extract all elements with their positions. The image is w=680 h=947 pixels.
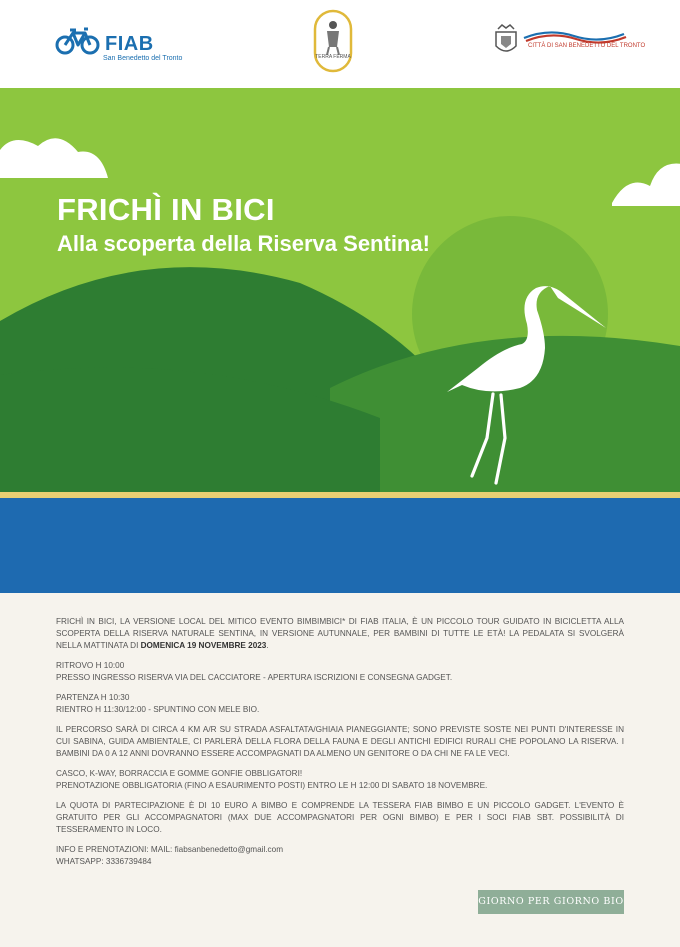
intro-paragraph — [56, 616, 624, 652]
event-details — [56, 616, 624, 876]
hero-illustration — [0, 88, 680, 593]
fee-paragraph: LA QUOTA DI PARTECIPAZIONE È DI 10 EURO A BIMBO E COMPRENDE LA TESSERA FIAB BIMBO E UN PICCOLO GADGET. L'EVENTO È GRATUITO PER GLI ACCOMPAGNATORI (MAX DUE ACCOMPAGNATORI PER OGNI BIMBO) E PER I SOCI FIAB SBT. POSSIBILITÀ DI TESSERAMENTO IN LOCO. — [56, 801, 624, 834]
ritrovo-block — [56, 660, 624, 684]
ritrovo-time: RITROVO H 10:00 — [56, 661, 125, 670]
landscape-illustration — [0, 88, 680, 593]
event-subtitle: Alla scoperta della Riserva Sentina! — [57, 231, 430, 256]
fiab-subtitle: San Benedetto del Tronto — [103, 55, 183, 62]
event-date: DOMENICA 19 NOVEMBRE 2023 — [140, 641, 267, 650]
city-name: CITTÀ DI SAN BENEDETTO DEL TRONTO — [528, 43, 646, 49]
equipment-note: CASCO, K-WAY, BORRACCIA E GOMME GONFIE OBBLIGATORI! — [56, 769, 303, 778]
partenza-time: PARTENZA H 10:30 — [56, 693, 130, 702]
ritrovo-place: PRESSO INGRESSO RISERVA VIA DEL CACCIATORE - APERTURA ISCRIZIONI E CONSEGNA GADGET. — [56, 673, 453, 682]
schedule-block — [56, 692, 624, 716]
figure-logo-icon — [313, 9, 353, 73]
contact-email[interactable]: INFO E PRENOTAZIONI: MAIL: fiabsanbenedetto@gmail.com — [56, 845, 284, 854]
event-title: FRICHÌ IN BICI — [57, 192, 275, 227]
contact-block — [56, 844, 624, 868]
bicycle-icon — [55, 26, 101, 56]
giorno-per-giorno-bio-badge[interactable]: GIORNO PER GIORNO BIO — [478, 890, 624, 914]
terra-ferma-text: TERRA FERMA — [315, 54, 351, 60]
fiab-name: FIAB — [105, 33, 154, 55]
header — [0, 0, 680, 88]
requirements-block — [56, 768, 624, 792]
route-paragraph: IL PERCORSO SARÀ DI CIRCA 4 KM A/R SU STRADA ASFALTATA/GHIAIA PIANEGGIANTE; SONO PREVISTE SOSTE NEI PUNTI D'INTERESSE IN CUI SABINA, GUIDA AMBIENTALE, CI PARLERÀ DELLA FLORA DELLA FAUNA E DEGLI ANTICHI EDIFICI RURALI CHE POPOLANO LA RISERVA. I BAMBINI DA 0 A 12 ANNI DOVRANNO ESSERE ACCOMPAGNATI DA ALMENO UN GENITORE O DA CHI NE FA LE VECI. — [56, 725, 624, 758]
coat-of-arms-icon — [494, 24, 629, 60]
contact-whatsapp[interactable]: WHATSAPP: 3336739484 — [56, 857, 152, 866]
city-logo[interactable] — [494, 24, 646, 60]
terra-ferma-logo[interactable] — [313, 9, 353, 73]
fiab-logo[interactable] — [55, 22, 205, 67]
intro-text: FRICHÌ IN BICI, LA VERSIONE LOCAL DEL MITICO EVENTO BIMBIMBICI* DI FIAB ITALIA, È UN PICCOLO TOUR GUIDATO IN BICICLETTA ALLA SCOPERTA DELLA RISERVA NATURALE SENTINA, IN VERSIONE AUTUNNALE, PER BAMBINI DI TUTTE LE ETÀ! LA PEDALATA SI SVOLGERÀ NELLA MATTINATA DI — [56, 617, 624, 650]
rientro-time: RIENTRO H 11:30/12:00 - SPUNTINO CON MELE BIO. — [56, 705, 260, 714]
booking-note: PRENOTAZIONE OBBLIGATORIA (FINO A ESAURIMENTO POSTI) ENTRO LE H 12:00 DI SABATO 18 NOVEMBRE. — [56, 781, 488, 790]
intro-end: . — [266, 641, 269, 650]
